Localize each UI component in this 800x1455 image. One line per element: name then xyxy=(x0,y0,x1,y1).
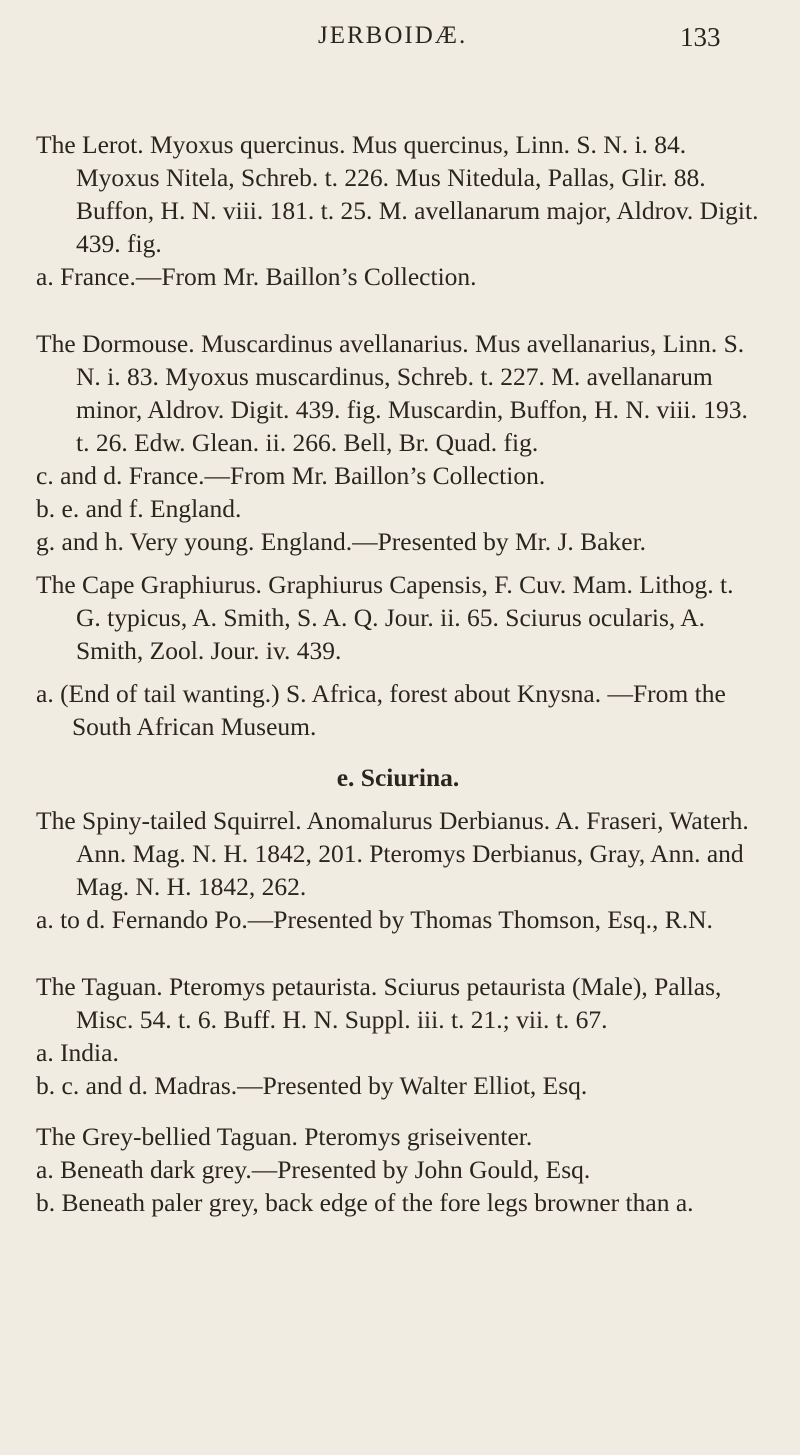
dormouse-specimen-cd: c. and d. France.—From Mr. Baillon’s Collection. xyxy=(36,461,546,490)
page-number: 133 xyxy=(680,22,721,52)
anomalurus-entry: The Spiny-tailed Squirrel. Anomalurus Derbianus. A. Fraseri, Waterh. Ann. Mag. N. H. 1842, 201. Pteromys Derbianus, Gray, Ann. and Mag. N. H. 1842, 262. xyxy=(36,806,749,901)
page-body xyxy=(36,128,760,1219)
dormouse-specimen-bef: b. e. and f. England. xyxy=(36,494,242,523)
anomalurus-section xyxy=(36,804,760,936)
taguan-specimen-a: a. India. xyxy=(36,1038,119,1067)
anomalurus-specimen-ad: a. to d. Fernando Po.—Presented by Thomas Thomson, Esq., R.N. xyxy=(36,905,713,934)
lerot-specimen-a: a. France.—From Mr. Baillon’s Collection. xyxy=(36,262,477,291)
grey-bellied-entry: The Grey-bellied Taguan. Pteromys griseiventer. xyxy=(36,1122,533,1151)
graphiurus-section xyxy=(36,568,760,743)
graphiurus-entry: The Cape Graphiurus. Graphiurus Capensis, F. Cuv. Mam. Lithog. t. G. typicus, A. Smith, S. A. Q. Jour. ii. 65. Sciurus ocularis, A. Smith, Zool. Jour. iv. 439. xyxy=(36,570,734,665)
taguan-section xyxy=(36,970,760,1102)
running-title: JERBOIDÆ. xyxy=(318,22,468,49)
lerot-section xyxy=(36,128,760,293)
dormouse-entry: The Dormouse. Muscardinus avellanarius. Mus avellanarius, Linn. S. N. i. 83. Myoxus muscardinus, Schreb. t. 227. M. avellanarum minor, Aldrov. Digit. 439. fig. Muscardin, Buffon, H. N. viii. 193. t. 26. Edw. Glean. ii. 266. Bell, Br. Quad. fig. xyxy=(36,329,748,457)
dormouse-specimen-gh: g. and h. Very young. England.—Presented by Mr. J. Baker. xyxy=(36,527,647,556)
taguan-specimen-bcd: b. c. and d. Madras.—Presented by Walter Elliot, Esq. xyxy=(36,1071,588,1100)
grey-bellied-specimen-b: b. Beneath paler grey, back edge of the fore legs browner than a. xyxy=(36,1188,694,1217)
grey-bellied-specimen-a: a. Beneath dark grey.—Presented by John Gould, Esq. xyxy=(36,1155,591,1184)
grey-bellied-section xyxy=(36,1120,760,1219)
graphiurus-specimen-a: a. (End of tail wanting.) S. Africa, forest about Knysna. —From the South African Museum. xyxy=(36,679,726,741)
page-header xyxy=(0,22,800,62)
sciurina-heading: e. Sciurina. xyxy=(336,763,460,792)
taguan-entry: The Taguan. Pteromys petaurista. Sciurus petaurista (Male), Pallas, Misc. 54. t. 6. Buff. H. N. Suppl. iii. t. 21.; vii. t. 67. xyxy=(36,972,722,1034)
dormouse-section xyxy=(36,327,760,558)
lerot-entry: The Lerot. Myoxus quercinus. Mus quercinus, Linn. S. N. i. 84. Myoxus Nitela, Schreb. t. 226. Mus Nitedula, Pallas, Glir. 88. Buffon, H. N. viii. 181. t. 25. M. avellanarum major, Aldrov. Digit. 439. fig. xyxy=(36,130,759,258)
